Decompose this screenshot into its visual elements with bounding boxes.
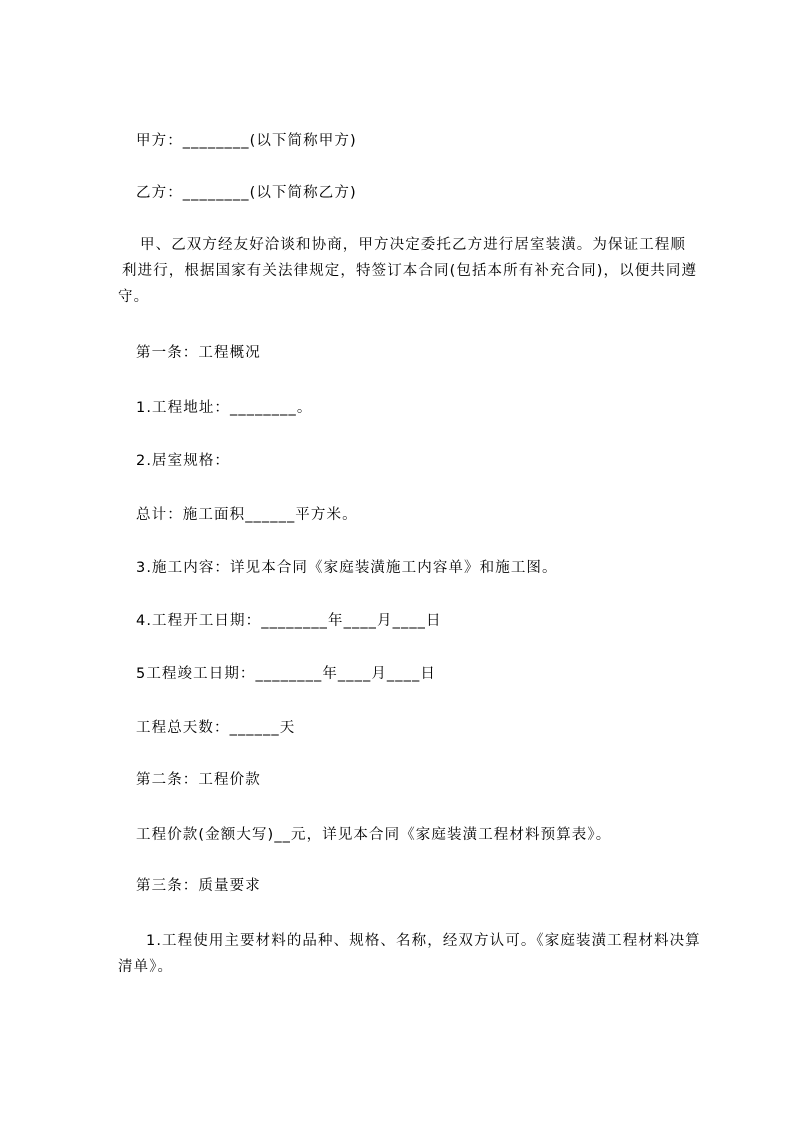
- item-room-spec: 2.居室规格：: [136, 453, 231, 469]
- article-2-title: 第二条：工程价款: [136, 772, 261, 788]
- article-3-title: 第三条：质量要求: [136, 878, 261, 894]
- item-content: 3.施工内容：详见本合同《家庭装潢施工内容单》和施工图。: [136, 560, 558, 576]
- party-a-line: 甲方：________(以下简称甲方): [136, 133, 357, 149]
- intro-line-3: 守。: [118, 289, 150, 305]
- item-address: 1.工程地址：________。: [136, 400, 313, 416]
- item-start-date: 4.工程开工日期：________年____月____日: [136, 613, 442, 629]
- intro-line-2: 利进行，根据国家有关法律规定，特签订本合同(包括本所有补充合同)，以便共同遵: [122, 263, 698, 279]
- quality-line-2: 清单》。: [118, 959, 174, 975]
- quality-line-1: 1.工程使用主要材料的品种、规格、名称，经双方认可。《家庭装潢工程材料决算: [146, 933, 701, 949]
- price-line: 工程价款(金额大写)__元，详见本合同《家庭装潢工程材料预算表》。: [136, 827, 612, 843]
- party-b-line: 乙方：________(以下简称乙方): [136, 185, 357, 201]
- item-total-days: 工程总天数：______天: [136, 720, 296, 736]
- intro-line-1: 甲、乙双方经友好洽谈和协商，甲方决定委托乙方进行居室装潢。为保证工程顺: [140, 237, 686, 253]
- article-1-title: 第一条：工程概况: [136, 345, 261, 361]
- item-end-date: 5工程竣工日期：________年____月____日: [136, 666, 436, 682]
- item-total-area: 总计：施工面积______平方米。: [136, 507, 358, 523]
